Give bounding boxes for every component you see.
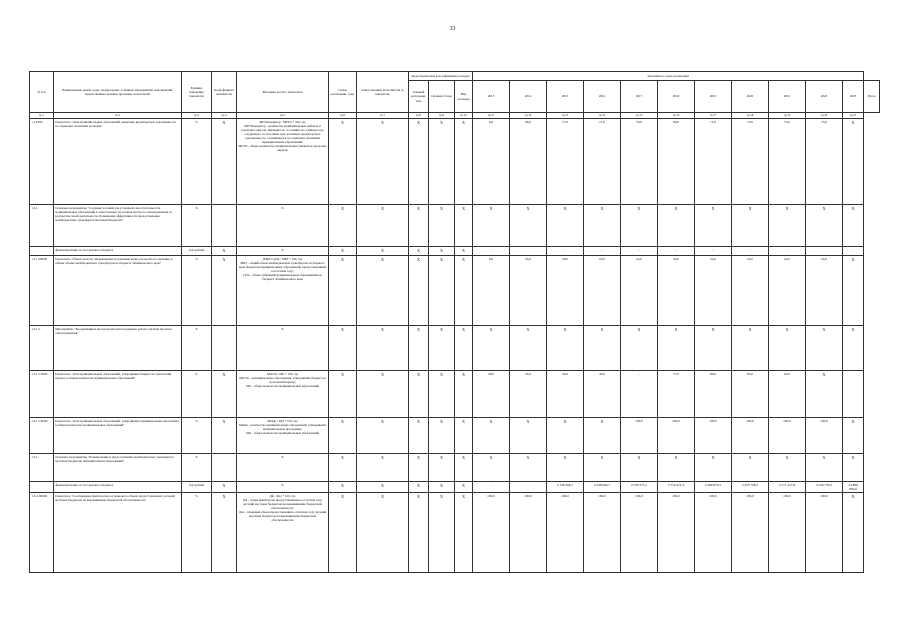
row-code-main: Х (409, 205, 429, 247)
row-code-main: Х (409, 418, 429, 454)
row-code-target: Х (429, 247, 455, 256)
row-term: Х (329, 205, 357, 247)
row-value: 2 136 368,1 (547, 482, 584, 493)
row-term: Х (329, 482, 357, 493)
row-value: 73,0 (769, 119, 806, 205)
row-value: Х (843, 119, 864, 205)
row-value: 73,0 (806, 119, 843, 205)
row-code-target: Х (429, 492, 455, 572)
row-code-main: Х (409, 247, 429, 256)
row-number: 1.2.1.1-ПМ1 (30, 371, 54, 418)
row-term: Х (329, 119, 357, 205)
row-value: Х (547, 205, 584, 247)
header-year: Итого (864, 81, 880, 113)
table-row (30, 247, 880, 256)
row-coefficient (212, 326, 237, 371)
row-value: Х (843, 418, 864, 454)
column-index-cell: гр.16 (658, 113, 695, 119)
row-method: Х (237, 482, 329, 493)
row-value: - (769, 247, 806, 256)
row-code-target: Х (429, 418, 455, 454)
row-value: 100,0 (621, 492, 658, 572)
table-row (30, 119, 880, 205)
row-value: Х (584, 418, 621, 454)
row-code-target: Х (429, 205, 455, 247)
row-value: Х (584, 454, 621, 482)
row-value: Х (806, 371, 843, 418)
table-row (30, 492, 880, 572)
row-value: - (621, 247, 658, 256)
row-number: 1.3.1. (30, 454, 54, 482)
row-name: Показатель "Доля муниципальных образований, имеющих кредиторскую задолженность по социально значимым расходам" (54, 119, 182, 205)
row-value: 77,0 (658, 371, 695, 418)
header-year: 2019 (695, 81, 732, 113)
header-year: 2021 (769, 81, 806, 113)
column-index-cell: гр.8 (409, 113, 429, 119)
row-value: 2 289 879,5 (695, 482, 732, 493)
row-value: 69,0 (658, 119, 695, 205)
column-index-cell: гр.7 (357, 113, 409, 119)
row-value: 100,0 (621, 418, 658, 454)
row-unit: % (182, 492, 212, 572)
row-number: 1.2.1. (30, 205, 54, 247)
row-value: Х (473, 326, 510, 371)
row-value: 24,0 (584, 256, 621, 326)
row-number (30, 482, 54, 493)
row-value: Х (510, 418, 547, 454)
row-value: Х (732, 205, 769, 247)
row-value: 100,0 (732, 418, 769, 454)
row-value: Х (843, 454, 864, 482)
row-value: 24,0 (732, 256, 769, 326)
row-value: 80,0 (695, 371, 732, 418)
row-number: 1.2.1.1. (30, 326, 54, 371)
row-code-kind: Х (455, 256, 473, 326)
header-year: 2016 (584, 81, 621, 113)
row-value: 100,0 (547, 492, 584, 572)
row-value: - (695, 247, 732, 256)
row-name: Показатель "Доля муниципальных образований, утвердивших муниципальные программы, в общем количестве муниципальных образований" (54, 418, 182, 454)
row-value: Х (473, 418, 510, 454)
column-index-cell: гр.15 (621, 113, 658, 119)
row-unit: Х (182, 205, 212, 247)
row-responsible: Х (357, 492, 409, 572)
row-code-target: Х (429, 119, 455, 205)
row-value: Х (695, 205, 732, 247)
row-coefficient: Х (212, 418, 237, 454)
column-index-cell: гр.12 (510, 113, 547, 119)
row-unit: Х (182, 454, 212, 482)
row-code-target: Х (429, 326, 455, 371)
row-value: 2 171 417,8 (769, 482, 806, 493)
row-method: Дф / Дпл * 100, где Дф - сумма фактически предоставленных в отчетном году дотаций местным бюджетам на выравнивание бюджетной обеспеченности; Дпл - плановый объем предоставления в отчетном году дотаций местным бюджетам на выравнивание бюджетной обеспеченности (237, 492, 329, 572)
row-term: Х (329, 326, 357, 371)
row-number: 1.1-ПП3 (30, 119, 54, 205)
column-index-cell: гр.5 (237, 113, 329, 119)
row-value: - (732, 247, 769, 256)
row-value: 2 536 573,1 (621, 482, 658, 493)
header-no: № п/п (30, 72, 54, 113)
row-code-target: Х (429, 482, 455, 493)
row-coefficient: Х (212, 256, 237, 326)
table-row (30, 454, 880, 482)
row-responsible: Х (357, 256, 409, 326)
row-unit: % (182, 119, 212, 205)
row-method: (МБТ-Субв) / МБТ * 100, где МБТ - общий объем межбюджетных трансфертов из бюджета края бюджетам муниципальных образований, предоставленный в отчетном году; Субв - объем субвенций муниципальным образованиям из бюджета Забайкальского края (237, 256, 329, 326)
row-responsible: Х (357, 482, 409, 493)
header-codes-group: Коды бюджетной классификации расходов (409, 72, 473, 81)
row-value: 92,0 (769, 371, 806, 418)
row-value: 100,0 (732, 492, 769, 572)
table-row (30, 371, 880, 418)
row-value: Х (658, 205, 695, 247)
row-name: Основное мероприятие "Создание условий для успешной самостоятельности муниципальных образований в ответственности органов местного самоуправления за результаты своей деятельности. Повышение эффективности предоставления межбюджетных трансфертов местным бюджетам" (54, 205, 182, 247)
row-value: Х (769, 454, 806, 482)
page-number: 33 (449, 26, 456, 32)
table-row (30, 418, 880, 454)
column-index-cell: гр.20 (806, 113, 843, 119)
column-index-cell: гр.2 (54, 113, 182, 119)
row-unit: тыс.рублей (182, 247, 212, 256)
row-coefficient (212, 454, 237, 482)
row-value: 38,0 (473, 371, 510, 418)
row-value: 24,0 (769, 256, 806, 326)
header-term: Сроки реализации, годы (329, 72, 357, 113)
row-value: Х (510, 326, 547, 371)
column-index-cell: гр.9 (429, 113, 455, 119)
row-value: Х (769, 326, 806, 371)
row-value: 24 889 839,6 (843, 482, 864, 493)
row-method: Х (237, 205, 329, 247)
header-method: Методика расчета показателя (237, 72, 329, 113)
row-coefficient: Х (212, 482, 237, 493)
column-index-cell: гр.1 (30, 113, 54, 119)
row-value: 70,0 (621, 119, 658, 205)
header-year: 2020 (732, 81, 769, 113)
row-code-kind: Х (455, 205, 473, 247)
row-responsible: Х (357, 326, 409, 371)
row-code-target: Х (429, 454, 455, 482)
row-code-main: Х (409, 119, 429, 205)
row-name: финансирование за счет краевого бюджета (54, 247, 182, 256)
row-method: МОмп / МО * 100, где МОмп - количество муниципальных образований, утвердивших муниципальные программы; МО - общее количество муниципальных образований (237, 418, 329, 454)
program-indicators-table (29, 71, 880, 573)
row-value: Х (547, 418, 584, 454)
row-coefficient: Х (212, 247, 237, 256)
header-year: 2022 (806, 81, 843, 113)
column-index-cell: гр.17 (695, 113, 732, 119)
row-unit: % (182, 371, 212, 418)
row-unit: % (182, 256, 212, 326)
row-value: Х (658, 326, 695, 371)
row-value: 34,0 (547, 371, 584, 418)
table-row (30, 482, 880, 493)
row-value: 71,0 (584, 119, 621, 205)
row-coefficient: Х (212, 119, 237, 205)
row-code-kind: Х (455, 247, 473, 256)
row-value: 85,0 (732, 371, 769, 418)
row-value: Х (621, 326, 658, 371)
row-code-kind: Х (455, 492, 473, 572)
row-value (843, 371, 864, 418)
row-value: 100,0 (584, 492, 621, 572)
row-value: 28,0 (547, 256, 584, 326)
row-code-kind: Х (455, 418, 473, 454)
row-method: Х (237, 247, 329, 256)
header-year: 2013 (473, 81, 510, 113)
column-index-cell: гр.3 (182, 113, 212, 119)
row-value: 2 248 664,7 (584, 482, 621, 493)
row-term: Х (329, 371, 357, 418)
row-value: Х (584, 326, 621, 371)
row-value: 45,0 (510, 256, 547, 326)
row-number (30, 247, 54, 256)
row-coefficient (212, 205, 237, 247)
row-name: Мероприятие "Координация и методологическая поддержка работы органов местного самоуправления" (54, 326, 182, 371)
row-term: Х (329, 418, 357, 454)
header-name: Наименование целей, задач, подпрограмм, основных мероприятий, мероприятий, ведомственных целевых программ, показателей (54, 72, 182, 113)
header-code-main: Главный распоряди-тель (409, 81, 429, 113)
row-value: 100,0 (473, 492, 510, 572)
row-unit: тыс.рублей (182, 482, 212, 493)
row-value: Х (769, 205, 806, 247)
header-unit: Единица измерения показателя (182, 72, 212, 113)
column-index-cell: гр.6 (329, 113, 357, 119)
row-code-target: Х (429, 371, 455, 418)
row-value: - (584, 247, 621, 256)
header-year: 2023 (843, 81, 864, 113)
column-index-cell: гр.21 (843, 113, 864, 119)
row-value: - (473, 482, 510, 493)
row-value: Х (547, 454, 584, 482)
row-code-kind: Х (455, 482, 473, 493)
row-value: Х (806, 205, 843, 247)
row-coefficient: Х (212, 371, 237, 418)
header-responsible: Ответственные исполнители за показатель (357, 72, 409, 113)
row-value: - (843, 247, 864, 256)
column-index-cell: гр.13 (547, 113, 584, 119)
row-value: Х (732, 454, 769, 482)
row-value: Х (843, 492, 864, 572)
table-row (30, 326, 880, 371)
row-value: Х (510, 205, 547, 247)
row-value: - (510, 247, 547, 256)
row-value: - (658, 247, 695, 256)
row-code-main: Х (409, 256, 429, 326)
row-value: Х (843, 205, 864, 247)
row-value: 43,0 (584, 371, 621, 418)
row-responsible: Х (357, 205, 409, 247)
row-value: 100,0 (658, 492, 695, 572)
row-number: 1.3.2-ПОМ1 (30, 492, 54, 572)
row-value: Х (473, 205, 510, 247)
row-method: МОт3п / МО * 100, где МОт3п - муниципальные образования, утвердившие бюджет на трехлетний период; МО - общее количество муниципальных образований (237, 371, 329, 418)
row-value: Х (695, 454, 732, 482)
row-value: 66,0 (510, 119, 547, 205)
row-name: финансирование за счет краевого бюджета (54, 482, 182, 493)
row-unit: % (182, 418, 212, 454)
row-value: 24,0 (621, 256, 658, 326)
row-value: - (806, 247, 843, 256)
row-value: 71,0 (695, 119, 732, 205)
row-unit: Х (182, 326, 212, 371)
row-value: - (621, 371, 658, 418)
row-value: 24,0 (695, 256, 732, 326)
row-code-main: Х (409, 482, 429, 493)
row-value: - (473, 247, 510, 256)
row-term: Х (329, 454, 357, 482)
row-name: Показатель "Объем средств, направляемых на решение вопросов местного значения, в общем объеме межбюджетных трансфертов из бюджета Забайкальского края" (54, 256, 182, 326)
row-value: 24,0 (658, 256, 695, 326)
row-term: Х (329, 492, 357, 572)
row-method: Х (237, 326, 329, 371)
row-value: Х (621, 205, 658, 247)
row-value: Х (658, 454, 695, 482)
table-row (30, 205, 880, 247)
row-value: Х (510, 454, 547, 482)
header-code-target: Целевая статья (429, 81, 455, 113)
row-value: 100,0 (658, 418, 695, 454)
row-method: Х (237, 454, 329, 482)
header-year: 2018 (658, 81, 695, 113)
row-value: Х (843, 326, 864, 371)
row-value: 100,0 (695, 418, 732, 454)
column-index-cell: гр.4 (212, 113, 237, 119)
row-method: МРТОкредитор / МРТО * 100, где МРТОкредитор - количество муниципальных районов и городских округов, имеющих по состоянию на 1 января года, следующего за отчетным, просроченную кредиторскую задолженность, сложившуюся по социально значимым муниципальным образований; МРТО - общее количество муниципальных районов и городских округов (237, 119, 329, 205)
row-code-kind: Х (455, 454, 473, 482)
row-value: Х (732, 326, 769, 371)
row-number: 1.2.1-ПОМ1 (30, 256, 54, 326)
header-year: 2017 (621, 81, 658, 113)
row-value: 24,0 (806, 256, 843, 326)
row-code-target: Х (429, 256, 455, 326)
row-value: 72,0 (732, 119, 769, 205)
row-name: Основное мероприятие "Планирование и предоставление межбюджетных трансфертов местным бюджетам муниципальных образований" (54, 454, 182, 482)
header-year: 2014 (510, 81, 547, 113)
row-value: - (510, 482, 547, 493)
row-name: Показатель "Доля муниципальных образований, утвердивших бюджет на трехлетний период, в общем количестве муниципальных образований" (54, 371, 182, 418)
row-value: Х (584, 205, 621, 247)
row-code-main: Х (409, 326, 429, 371)
row-value: 100,0 (806, 418, 843, 454)
row-value: Х (843, 256, 864, 326)
row-value: 100,0 (806, 492, 843, 572)
row-code-main: Х (409, 371, 429, 418)
row-value: Х (695, 326, 732, 371)
row-name: Показатель "Соотношение фактического и планового объема предоставленных дотаций местным бюджетам на выравнивание бюджетной обеспеченности" (54, 492, 182, 572)
row-value: 2 433 708,3 (732, 482, 769, 493)
row-coefficient: Х (212, 492, 237, 572)
column-index-cell: гр.19 (769, 113, 806, 119)
row-value: 100,0 (695, 492, 732, 572)
row-code-kind: Х (455, 371, 473, 418)
column-index-cell: гр.10 (455, 113, 473, 119)
row-value: 34,0 (510, 371, 547, 418)
header-coef: Коэф-фициент значимости (212, 72, 237, 113)
row-value: 0,0 (473, 119, 510, 205)
header-year: 2015 (547, 81, 584, 113)
row-value: Х (621, 454, 658, 482)
row-responsible: Х (357, 371, 409, 418)
row-value: 4 729 739,5 (806, 482, 843, 493)
row-value: 2 719 471,4 (658, 482, 695, 493)
row-value: 100,0 (769, 492, 806, 572)
row-value: 100,0 (769, 418, 806, 454)
row-value: 0,0 (473, 256, 510, 326)
row-value: - (547, 247, 584, 256)
row-responsible: Х (357, 247, 409, 256)
row-code-main: Х (409, 454, 429, 482)
row-code-kind: Х (455, 326, 473, 371)
row-value: 100,0 (510, 492, 547, 572)
row-value: Х (473, 454, 510, 482)
row-responsible: Х (357, 418, 409, 454)
row-code-main: Х (409, 492, 429, 572)
row-term: Х (329, 247, 357, 256)
table-body (30, 119, 880, 573)
row-value: Х (547, 326, 584, 371)
header-code-kind: Вид расходов (455, 81, 473, 113)
row-term: Х (329, 256, 357, 326)
row-responsible: Х (357, 454, 409, 482)
row-value: Х (806, 454, 843, 482)
column-index-cell: гр.18 (732, 113, 769, 119)
table-row (30, 256, 880, 326)
row-number: 1.2.1.1-ПМ2 (30, 418, 54, 454)
row-responsible: Х (357, 119, 409, 205)
column-index-cell: гр.11 (473, 113, 510, 119)
header-values-group: Значения по годам реализации (473, 72, 864, 81)
column-index-cell: гр.14 (584, 113, 621, 119)
row-value: 77,0 (547, 119, 584, 205)
row-value: Х (806, 326, 843, 371)
row-code-kind: Х (455, 119, 473, 205)
